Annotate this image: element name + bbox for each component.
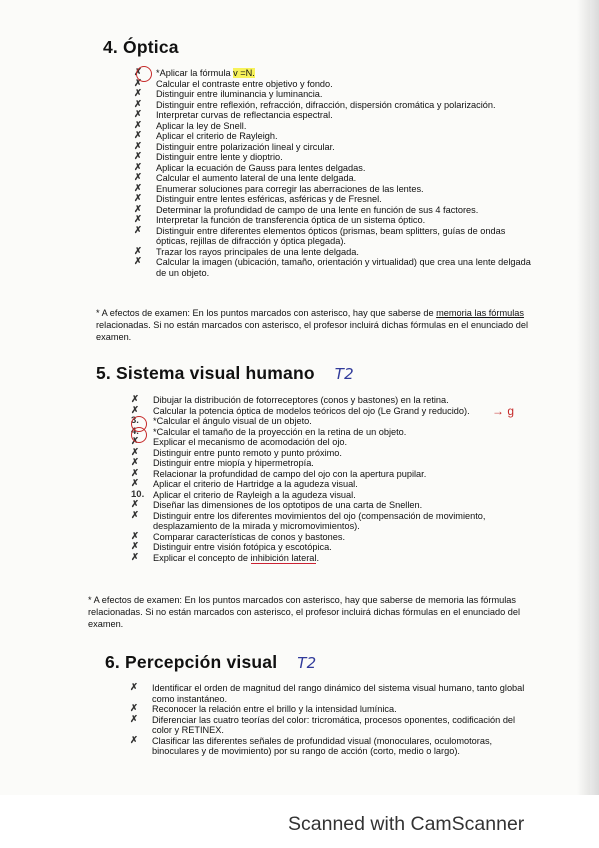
crossed-out-number-mark: ✗ [134,172,142,183]
item-text: Aplicar el criterio de Rayleigh a la agudeza visual. [153,489,356,500]
list-item [134,215,534,226]
item-text: Aplicar el criterio de Rayleigh. [156,131,278,141]
crossed-out-number-mark: ✗ [134,214,142,225]
item-text: Aplicar la ley de Snell. [156,120,247,131]
crossed-out-number-mark: ✗ [134,88,142,99]
crossed-out-number-mark: ✗ [134,224,142,236]
list-item [134,131,534,142]
crossed-out-number-mark: ✗ [134,140,142,152]
handwritten-t2: T2 [334,365,354,383]
page-edge-shadow [577,0,599,795]
item-text: Diferenciar las cuatro teorías del color: tricromática, procesos oponentes, codificación del color y RETINEX. [152,714,516,735]
item-text: Calcular la imagen (ubicación, tamaño, orientación y virtualidad) que crea una lente delgada de un objeto. [156,257,531,278]
crossed-out-number-mark: ✗ [134,161,142,173]
item-text: Distinguir entre los diferentes movimientos del ojo (compensación de movimiento, desplazamiento de la mirada y micromovimientos). [153,510,486,531]
crossed-out-number-mark: ✗ [130,713,138,725]
item-number: 3. [131,415,139,426]
list-item [134,142,534,153]
list-item [134,163,534,174]
list-item [131,427,536,438]
section-6-title-text: 6. Percepción visual [105,652,278,672]
crossed-out-number-mark: ✗ [131,446,139,458]
item-text: Calcular el contraste entre objetivo y fondo. [156,78,333,89]
item-text: Interpretar curvas de reflectancia espectral. [156,110,333,120]
list-item [131,490,536,501]
section-5-title-text: 5. Sistema visual humano [96,363,315,383]
crossed-out-number-mark: ✗ [131,551,139,563]
item-text: *Aplicar la fórmula [156,68,234,78]
crossed-out-number-mark: ✗ [131,541,139,552]
item-text: Diseñar las dimensiones de los optotipos de una carta de Snellen. [153,500,423,510]
item-text: Explicar el concepto de [153,552,251,563]
item-text: *Calcular el tamaño de la proyección en la retina de un objeto. [153,426,407,437]
item-text: Calcular el aumento lateral de una lente delgada. [156,173,357,183]
item-text: Distinguir entre diferentes elementos ópticos (prismas, beam splitters, guías de ondas ópticas, rejillas de difracción y óptica plegada). [156,225,506,246]
list-item [134,226,534,247]
list-item [131,458,536,469]
list-item [134,110,534,121]
item-text: Identificar el orden de magnitud del rango dinámico del sistema visual humano, tanto global como instantáneo. [152,683,525,704]
section-4-title: 4. Óptica [103,37,179,57]
list-item [131,532,536,543]
crossed-out-number-mark: ✗ [130,682,138,693]
list-item [134,247,534,258]
item-text: Distinguir entre polarización lineal y circular. [156,141,335,152]
list-item [130,704,530,715]
item-text: Distinguir entre reflexión, refracción, difracción, dispersión cromática y polarización. [156,99,496,110]
note-text: * A efectos de examen: En los puntos marcados con asterisco, hay que saberse de [96,308,437,318]
item-text-tail: . [316,552,319,563]
crossed-out-number-mark: ✗ [134,151,142,162]
list-item [134,173,534,184]
crossed-out-number-mark: ✗ [134,67,142,78]
crossed-out-number-mark: ✗ [134,182,142,194]
crossed-out-number-mark: ✗ [131,457,139,468]
item-text: Interpretar la función de transferencia óptica de un sistema óptico. [156,215,426,225]
item-text: Aplicar la ecuación de Gauss para lentes delgadas. [156,162,366,173]
list-item [131,511,536,532]
list-item [134,257,534,278]
item-text: Distinguir entre miopía y hipermetropía. [153,458,314,468]
note-text-rest: relacionadas. Si no están marcados con asterisco, el profesor incluirá dichas fórmulas en el enunciado del examen. [96,320,529,342]
section-4-note [96,307,536,343]
item-text: Enumerar soluciones para corregir las aberraciones de las lentes. [156,183,424,194]
list-item [134,79,534,90]
highlighted-formula: v =N. [233,68,255,78]
crossed-out-number-mark: ✗ [131,394,139,405]
item-text: Dibujar la distribución de fotorreceptores (conos y bastones) en la retina. [153,395,449,405]
crossed-out-number-mark: ✗ [134,130,142,141]
crossed-out-number-mark: ✗ [134,203,142,215]
list-item [131,479,536,490]
crossed-out-number-mark: ✗ [134,256,142,267]
section-4-list [134,68,534,278]
list-item [131,437,536,448]
crossed-out-number-mark: ✗ [131,509,139,521]
list-item [130,683,530,704]
section-5-note: * A efectos de examen: En los puntos marcados con asterisco, hay que saberse de memoria las fórmulas relacionadas. Si no están marcados con asterisco, el profesor incluirá dichas fórmulas en el enunciado del examen. [88,595,521,629]
list-item [134,205,534,216]
item-number: 10. [131,488,145,500]
list-item [131,406,536,417]
list-item [134,68,534,79]
list-item [131,395,536,406]
item-text: Calcular la potencia óptica de modelos teóricos del ojo (Le Grand y reducido). [153,405,470,416]
crossed-out-number-mark: ✗ [134,193,142,204]
item-text: Explicar el mecanismo de acomodación del ojo. [153,437,348,447]
crossed-out-number-mark: ✗ [131,436,139,447]
list-item [131,469,536,480]
list-item [131,448,536,459]
item-text: Trazar los rayos principales de una lente delgada. [156,246,359,257]
item-number: 4. [131,425,139,437]
item-text: *Calcular el ángulo visual de un objeto. [153,416,312,426]
item-text: Determinar la profundidad de campo de una lente en función de sus 4 factores. [156,204,479,215]
crossed-out-number-mark: ✗ [130,703,138,714]
item-text: Reconocer la relación entre el brillo y la intensidad lumínica. [152,704,397,714]
crossed-out-number-mark: ✗ [134,109,142,120]
section-5-list [131,395,536,563]
crossed-out-number-mark: ✗ [134,77,142,89]
list-item [130,715,530,736]
note-underlined: memoria las fórmulas [436,308,524,318]
handwritten-arrow: → g [492,404,515,418]
item-text: Distinguir entre iluminancia y luminancia. [156,89,323,99]
item-text: Distinguir entre visión fotópica y escotópica. [153,542,332,552]
list-item [131,416,536,427]
crossed-out-number-mark: ✗ [134,245,142,257]
crossed-out-number-mark: ✗ [131,530,139,542]
list-item [131,553,536,564]
handwritten-t2: T2 [297,654,317,672]
crossed-out-number-mark: ✗ [134,98,142,110]
list-item [134,100,534,111]
list-item [134,194,534,205]
item-text: Distinguir entre lentes esféricas, asféricas y de Fresnel. [156,194,382,204]
crossed-out-number-mark: ✗ [131,499,139,510]
list-item [134,121,534,132]
crossed-out-number-mark: ✗ [134,119,142,131]
item-text: Relacionar la profundidad de campo del ojo con la apertura pupilar. [153,468,427,479]
item-text: Distinguir entre lente y dioptrio. [156,152,283,162]
list-item [131,500,536,511]
list-item [130,736,530,757]
list-item [134,89,534,100]
list-item [134,184,534,195]
item-text: Clasificar las diferentes señales de profundidad visual (monoculares, oculomotoras, binoculares y de movimiento) por su rango de acción (corto, medio o largo). [152,735,493,756]
list-item [134,152,534,163]
section-6-list [130,683,530,757]
crossed-out-number-mark: ✗ [131,467,139,479]
red-circle-mark [136,66,152,82]
item-text: Comparar características de conos y bastones. [153,531,346,542]
scanner-watermark: Scanned with CamScanner [288,813,525,835]
red-circle-mark [131,427,147,443]
list-item [131,542,536,553]
section-5-title [96,363,354,384]
red-underlined-term: inhibición lateral [250,552,317,563]
crossed-out-number-mark: ✗ [131,404,139,416]
crossed-out-number-mark: ✗ [131,478,139,489]
section-6-title [105,652,316,673]
item-text: Distinguir entre punto remoto y punto próximo. [153,447,342,458]
item-text: Aplicar el criterio de Hartridge a la agudeza visual. [153,479,358,489]
crossed-out-number-mark: ✗ [130,734,138,746]
